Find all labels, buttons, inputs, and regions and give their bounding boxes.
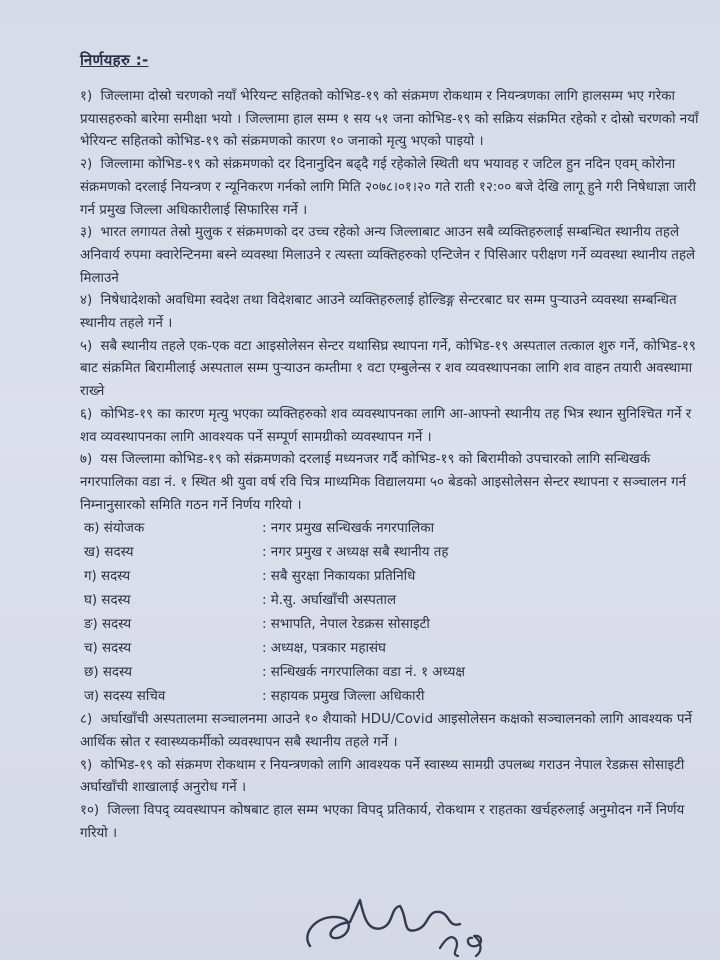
decision-number: ७) [80, 452, 93, 468]
decision-number: ४) [80, 293, 93, 309]
decisions-heading: निर्णयहरु :- [80, 51, 149, 69]
decision-item-2 [80, 154, 700, 222]
committee-row [84, 613, 700, 637]
decision-number: ८) [80, 712, 93, 728]
decision-number: ३) [80, 225, 93, 241]
committee-role: ख) सदस्य [84, 545, 134, 561]
decision-text: जिल्लामा कोभिड-१९ को संक्रमणको दर दिनानुदिन बढ्दै गई रहेकोले स्थिती थप भयावह र जटिल हुन नदिन एवम् कोरोना संक्रमणको दरलाई नियन्त्रण र न्यूनिकरण गर्नको लागि मिति २०७८।०१।२० गते राती १२:०० बजे देखि लागू हुने गरी निषेधाज्ञा जारी गर्न प्रमुख जिल्ला अधिकारीलाई सिफारिस गर्ने । [80, 157, 696, 218]
committee-row [84, 565, 700, 589]
committee-member: : अध्यक्ष, पत्रकार महासंघ [262, 641, 386, 657]
decision-item-5 [80, 336, 700, 404]
decision-text: जिल्लामा दोस्रो चरणको नयाँ भेरियन्ट सहितको कोभिड-१९ को संक्रमण रोकथाम र नियन्त्रणका लागि हालसम्म भए गरेका प्रयासहरुको बारेमा समीक्षा भयो । जिल्लामा हाल सम्म १ सय ५१ जना कोभिड-१९ को सक्रिय संक्रमित रहेको र दोस्रो चरणको नयाँ भेरियन्ट सहितको कोभिड-१९ को संक्रमणको कारण १० जनाको मृत्यु भएको पाइयो । [80, 89, 699, 150]
committee-role: च) सदस्य [84, 641, 132, 657]
decision-text: जिल्ला विपद् व्यवस्थापन कोषबाट हाल सम्म भएका विपद् प्रतिकार्य, रोकथाम र राहतका खर्चहरुलाई अनुमोदन गर्ने निर्णय गरियो । [80, 803, 685, 841]
decision-item-7 [80, 449, 700, 709]
decision-number: ६) [80, 406, 93, 422]
committee-row [84, 661, 700, 685]
committee-member: : सन्धिखर्क नगरपालिका वडा नं. १ अध्यक्ष [262, 665, 465, 681]
committee-role: ज) सदस्य सचिव [84, 689, 166, 705]
committee-member: : नगर प्रमुख र अध्यक्ष सबै स्थानीय तह [262, 545, 449, 561]
decision-number: ५) [80, 338, 93, 354]
decision-text: कोभिड-१९ को संक्रमण रोकथाम र नियन्त्रणको लागि आवश्यक पर्ने स्वास्थ्य सामग्री उपलब्ध गराउन नेपाल रेडक्रस सोसाइटी अर्घाखाँची शाखालाई अनुरोध गर्ने । [80, 757, 685, 796]
decision-number: २) [80, 157, 93, 173]
committee-row [84, 637, 700, 661]
decision-text: कोभिड-१९ का कारण मृत्यु भएका व्यक्तिहरुको शव व्यवस्थापनका लागि आ-आफ्नो स्थानीय तह भित्र स्थान सुनिश्चित गर्ने र शव व्यवस्थापनका लागि आवश्यक पर्ने सम्पूर्ण सामग्रीको व्यवस्थापन गर्ने । [80, 406, 692, 445]
decision-text: सबै स्थानीय तहले एक-एक वटा आइसोलेसन सेन्टर यथासिघ्र स्थापना गर्ने, कोभिड-१९ अस्पताल तत्काल शुरु गर्ने, कोभिड-१९ बाट संक्रमित बिरामीलाई अस्पताल सम्म पुर्‍याउन कम्तीमा १ वटा एम्बुलेन्स र शव व्यवस्थापनका लागि शव वाहन तयारी अवस्थामा राख्ने [80, 338, 696, 400]
committee-member: : सहायक प्रमुख जिल्ला अधिकारी [262, 689, 425, 705]
decision-item-10 [80, 800, 700, 845]
decision-text: भारत लगायत तेस्रो मुलुक र संक्रमणको दर उच्च रहेको अन्य जिल्लाबाट आउन सबै व्यक्तिहरुलाई सम्बन्धित स्थानीय तहले अनिवार्य रुपमा क्वारेन्टिनमा बस्ने व्यवस्था मिलाउने र त्यस्ता व्यक्तिहरुको एन्टिजेन र पिसिआर परीक्षण गर्ने व्यवस्था स्थानीय तहले मिलाउने [80, 225, 696, 286]
decision-item-3 [80, 222, 700, 290]
decision-text: अर्घाखाँची अस्पतालमा सञ्चालनमा आउने १० शैयाको HDU/Covid आइसोलेसन कक्षको सञ्चालनको लागि आवश्यक पर्ने आर्थिक स्रोत र स्वास्थ्यकर्मीको व्यवस्थापन सबै स्थानीय तहले गर्ने । [80, 712, 692, 751]
committee-role: घ) सदस्य [84, 593, 131, 609]
decision-item-6 [80, 404, 700, 449]
committee-member: : सभापति, नेपाल रेडक्रस सोसाइटी [262, 617, 430, 633]
decision-number: १) [80, 89, 93, 104]
decision-text: यस जिल्लामा कोभिड-१९ को संक्रमणको दरलाई मध्यनजर गर्दै कोभिड-१९ को बिरामीको उपचारको लागि सन्धिखर्क नगरपालिका वडा नं. १ स्थित श्री युवा वर्ष रवि चित्र माध्यमिक विद्यालयमा ५० बेडको आइसोलेसन सेन्टर स्थापना र सञ्चालन गर्न निम्नानुसारको समिति गठन गर्ने निर्णय गरियो । [80, 452, 687, 513]
committee-role: छ) सदस्य [84, 665, 133, 681]
committee-row [84, 685, 700, 709]
decision-item-4 [80, 290, 700, 335]
committee-role: ङ) सदस्य [84, 617, 132, 633]
committee-member: : नगर प्रमुख सन्धिखर्क नगरपालिका [262, 521, 435, 537]
committee-row [84, 589, 700, 613]
committee-role: क) संयोजक [84, 521, 145, 537]
committee-row [84, 517, 700, 541]
decisions-list [80, 86, 700, 846]
handwritten-signature [290, 888, 510, 960]
committee-member: : सबै सुरक्षा निकायका प्रतिनिधि [262, 569, 416, 585]
committee-member: : मे.सु. अर्घाखाँची अस्पताल [262, 593, 397, 609]
decision-number: १०) [80, 803, 100, 819]
decision-text: निषेधादेशको अवधिमा स्वदेश तथा विदेशबाट आउने व्यक्तिहरुलाई होल्डिङ्ग सेन्टरबाट घर सम्म पुर्‍याउने व्यवस्था सम्बन्धित स्थानीय तहले गर्ने । [80, 293, 677, 332]
committee-row [84, 541, 700, 565]
decision-item-9 [80, 755, 700, 800]
decision-number: ९) [80, 757, 93, 773]
decision-item-8 [80, 709, 700, 754]
decision-item-1 [80, 86, 700, 154]
committee-role: ग) सदस्य [84, 569, 131, 585]
committee-list [84, 517, 700, 709]
